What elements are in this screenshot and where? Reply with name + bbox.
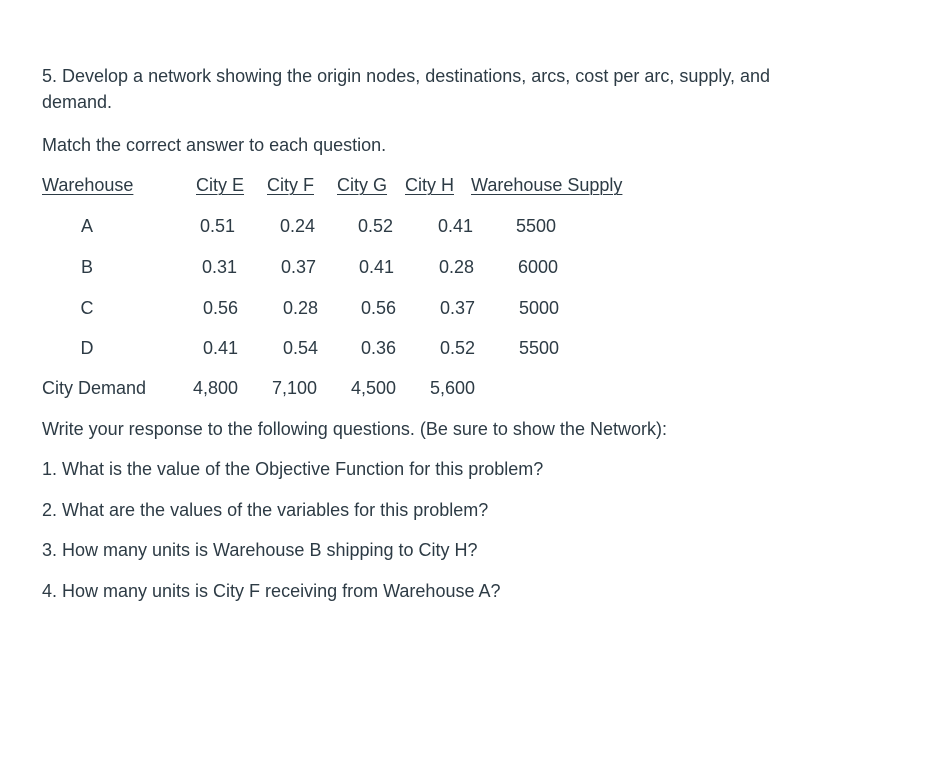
question-title-line-1: 5. Develop a network showing the origin nodes, destinations, arcs, cost per arc, supply, and (42, 66, 771, 86)
cell-cost: 0.31 (202, 257, 238, 277)
cell-cost: 0.41 (203, 338, 239, 358)
cell-supply: 6000 (518, 257, 559, 277)
cell-cost: 0.28 (283, 298, 319, 318)
row-warehouse: B (80, 257, 93, 277)
row-warehouse: A (80, 216, 93, 236)
demand-value: 4,800 (193, 378, 239, 398)
header-city-f: City F (267, 175, 314, 195)
cell-cost: 0.36 (361, 338, 397, 358)
cell-cost: 0.41 (359, 257, 395, 277)
response-prompt: Write your response to the following questions. (Be sure to show the Network): (42, 419, 667, 439)
header-city-h: City H (405, 175, 454, 195)
instruction-text: Match the correct answer to each question. (42, 135, 387, 155)
demand-value: 5,600 (430, 378, 476, 398)
question-item: 2. What are the values of the variables for this problem? (42, 500, 489, 520)
question-title-line-2: demand. (42, 92, 113, 112)
cell-cost: 0.24 (280, 216, 316, 236)
cell-cost: 0.37 (440, 298, 476, 318)
cell-cost: 0.41 (438, 216, 474, 236)
header-city-g: City G (337, 175, 388, 195)
cell-supply: 5500 (516, 216, 557, 236)
cell-cost: 0.56 (203, 298, 239, 318)
cell-cost: 0.56 (361, 298, 397, 318)
header-warehouse: Warehouse (42, 175, 134, 195)
cell-supply: 5000 (519, 298, 560, 318)
demand-label: City Demand (42, 378, 147, 398)
cell-cost: 0.52 (440, 338, 476, 358)
row-warehouse: C (80, 298, 94, 318)
question-item: 1. What is the value of the Objective Function for this problem? (42, 459, 544, 479)
header-warehouse-supply: Warehouse Supply (471, 175, 623, 195)
header-city-e: City E (196, 175, 245, 195)
cell-cost: 0.54 (283, 338, 319, 358)
cell-cost: 0.28 (439, 257, 475, 277)
row-warehouse: D (80, 338, 94, 358)
cell-supply: 5500 (519, 338, 560, 358)
demand-value: 7,100 (272, 378, 318, 398)
cell-cost: 0.37 (281, 257, 317, 277)
cell-cost: 0.51 (200, 216, 236, 236)
cell-cost: 0.52 (358, 216, 394, 236)
demand-value: 4,500 (351, 378, 397, 398)
question-item: 4. How many units is City F receiving from Warehouse A? (42, 581, 501, 601)
question-item: 3. How many units is Warehouse B shipping to City H? (42, 540, 478, 560)
